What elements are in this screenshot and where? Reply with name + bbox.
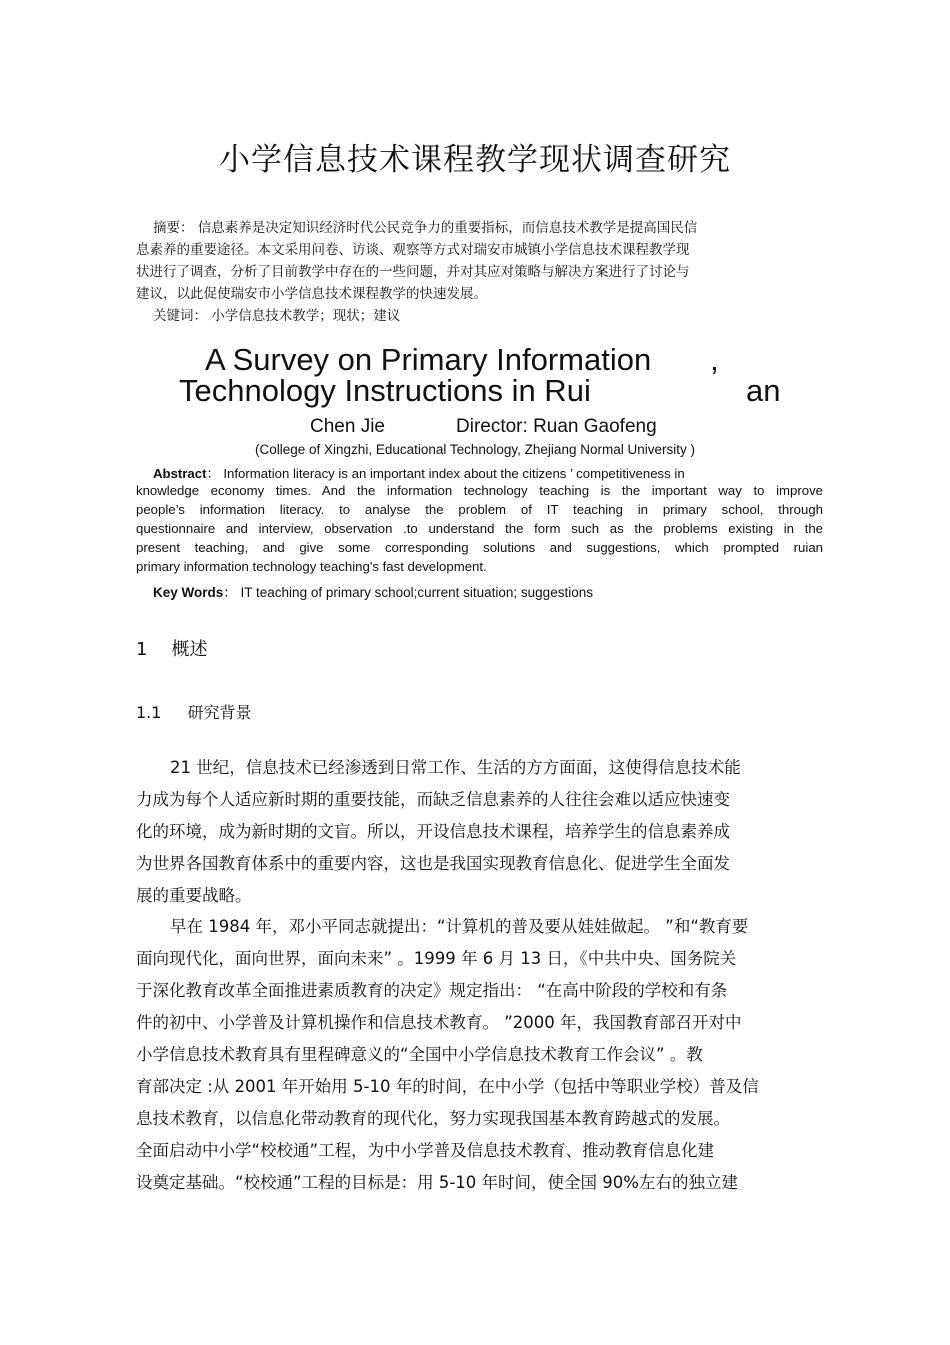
paragraph-2-line: 面向现代化，面向世界，面向未来” 。1999 年 6 月 13 日，《中共中央、国务院关: [136, 949, 737, 968]
paragraph-2-line: 全面启动中小学“校校通”工程，为中小学普及信息技术教育、推动教育信息化建: [136, 1141, 715, 1160]
cn-abstract-line: 状进行了调查，分析了目前教学中存在的一些问题，并对其应对策略与解决方案进行了讨论与: [136, 264, 690, 280]
chinese-title: 小学信息技术课程教学现状调查研究: [219, 142, 731, 178]
paragraph-2-line: 育部决定 :从 2001 年开始用 5-10 年的时间，在中小学（包括中等职业学校）普及信: [136, 1077, 759, 1096]
section-title: 概述: [171, 639, 208, 660]
cn-abstract-line: 建议，以此促使瑞安市小学信息技术课程教学的快速发展。: [136, 286, 487, 302]
paragraph-1-line: 21 世纪，信息技术已经渗透到日常工作、生活的方方面面，这使得信息技术能: [170, 758, 741, 777]
paragraph-2-line: 设奠定基础。“校校通”工程的目标是：用 5-10 年时间，使全国 90%左右的独立建: [136, 1173, 738, 1192]
cn-abstract-line: 摘要： 信息素养是决定知识经济时代公民竞争力的重要指标，而信息技术教学是提高国民信: [153, 220, 698, 236]
en-abstract-line: questionnaire and interview, observation .to understand the form such as the problems existing in the: [136, 521, 823, 536]
section-number: 1: [136, 639, 148, 660]
paragraph-1-line: 力成为每个人适应新时期的重要技能，而缺乏信息素养的人往往会难以适应快速变: [136, 790, 730, 809]
section-1-1-heading: [136, 700, 251, 723]
en-keywords: [153, 581, 593, 601]
english-title-line2: Technology Instructions in Rui: [179, 373, 591, 408]
keywords-text: ： IT teaching of primary school;current situation; suggestions: [223, 585, 593, 600]
en-abstract-line: ： Information literacy is an important index about the citizens ’ competitiveness in: [206, 466, 685, 481]
english-title-line1: A Survey on Primary Information: [205, 342, 652, 377]
paragraph-1-line: 化的环境，成为新时期的文盲。所以，开设信息技术课程，培养学生的信息素养成: [136, 822, 730, 841]
director-name: Director: Ruan Gaofeng: [456, 416, 657, 437]
paragraph-1-line: 展的重要战略。: [136, 886, 252, 905]
keywords-label: Key Words: [153, 585, 224, 600]
section-number: 1.1: [136, 703, 162, 722]
en-abstract-line: primary information technology teaching's fast development.: [136, 559, 487, 574]
en-abstract-line: knowledge economy times. And the information technology teaching is the important way to improve: [136, 483, 823, 498]
english-title-line2-tail: an: [746, 373, 781, 408]
affiliation: (College of Xingzhi, Educational Technology, Zhejiang Normal University ): [255, 442, 695, 457]
cn-keywords: 关键词： 小学信息技术教学；现状；建议: [153, 308, 401, 324]
section-title: 研究背景: [187, 703, 252, 722]
author-name: Chen Jie: [310, 416, 385, 437]
paragraph-2-line: 小学信息技术教育具有里程碑意义的“全国中小学信息技术教育工作会议” 。教: [136, 1045, 703, 1064]
abstract-label: Abstract: [153, 466, 207, 481]
paragraph-2-line: 早在 1984 年，邓小平同志就提出：“计算机的普及要从娃娃做起。 ”和“教育要: [170, 917, 749, 936]
paragraph-2-line: 于深化教育改革全面推进素质教育的决定》规定指出： “在高中阶段的学校和有条: [136, 981, 728, 1000]
paragraph-2-line: 件的初中、小学普及计算机操作和信息技术教育。 ”2000 年，我国教育部召开对中: [136, 1013, 742, 1032]
en-abstract-line: present teaching, and give some corresponding solutions and suggestions, which prompted ruian: [136, 540, 823, 555]
en-abstract-first-line: [153, 463, 823, 482]
paragraph-2-line: 息技术教育，以信息化带动教育的现代化，努力实现我国基本教育跨越式的发展。: [136, 1109, 730, 1128]
paragraph-1-line: 为世界各国教育体系中的重要内容，这也是我国实现教育信息化、促进学生全面发: [136, 854, 730, 873]
en-abstract-line: people’s information literacy. to analyse the problem of IT teaching in primary school, through: [136, 502, 823, 517]
cn-abstract-line: 息素养的重要途径。本文采用问卷、访谈、观察等方式对瑞安市城镇小学信息技术课程教学现: [136, 242, 690, 258]
english-title-apostrophe: ’: [711, 360, 718, 395]
section-1-heading: [136, 635, 207, 661]
